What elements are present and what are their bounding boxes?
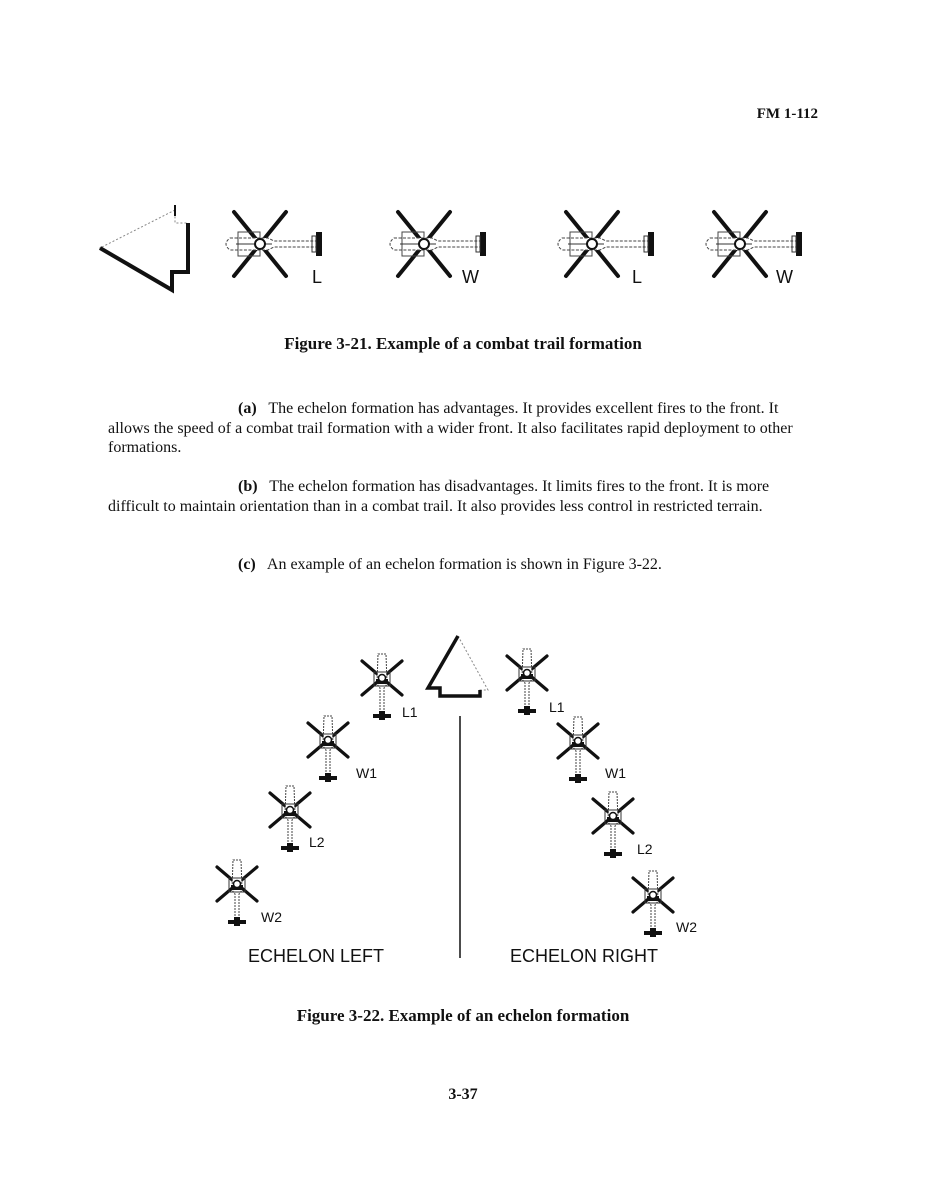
helicopter-icon: [308, 716, 348, 782]
paragraph-c-lead: (c): [238, 556, 256, 573]
page-number: 3-37: [448, 1086, 478, 1103]
paragraph-b-text: The echelon formation has disadvantages. It limits fires to the front. It is more difficult to maintain orientation than in a combat trail. It also provides less control in restricted terrain.: [108, 478, 770, 515]
figure-3-22-caption: Figure 3-22. Example of an echelon formation: [296, 1006, 630, 1025]
trail-label-1: L: [312, 267, 323, 287]
echelon-right-label-w2: W2: [676, 919, 697, 935]
echelon-right-label-l2: L2: [637, 841, 653, 857]
helicopter-icon: [558, 717, 598, 783]
formation-arrow-trail: [100, 205, 188, 290]
formation-arrow-echelon: [428, 636, 488, 696]
trail-label-2: W: [462, 267, 479, 287]
document-id: FM 1-112: [756, 106, 818, 122]
helicopter-icon: [226, 212, 322, 276]
paragraph-b-lead: (b): [238, 478, 258, 495]
paragraph-a-lead: (a): [238, 400, 257, 417]
echelon-left-title: ECHELON LEFT: [248, 946, 385, 966]
helicopter-icon: [217, 860, 257, 926]
helicopter-icon: [593, 792, 633, 858]
paragraph-c: [108, 555, 820, 575]
paragraph-b: [108, 477, 820, 516]
helicopter-icon: [633, 871, 673, 937]
echelon-left-label-l2: L2: [309, 834, 325, 850]
helicopter-icon: [362, 654, 402, 720]
echelon-right-title: ECHELON RIGHT: [510, 946, 659, 966]
echelon-left-label-w2: W2: [261, 909, 282, 925]
paragraph-a-text: The echelon formation has advantages. It provides excellent fires to the front. It allows the speed of a combat trail formation with a wider front. It also facilitates rapid deployment to other formations.: [108, 400, 793, 456]
echelon-right-label-w1: W1: [605, 765, 626, 781]
trail-label-4: W: [776, 267, 793, 287]
figure-3-21-caption: Figure 3-21. Example of a combat trail formation: [284, 334, 642, 353]
paragraph-a: [108, 399, 820, 458]
echelon-left-label-l1: L1: [402, 704, 418, 720]
echelon-left-label-w1: W1: [356, 765, 377, 781]
echelon-right-label-l1: L1: [549, 699, 565, 715]
trail-label-3: L: [632, 267, 643, 287]
paragraph-c-text: An example of an echelon formation is shown in Figure 3-22.: [266, 556, 662, 573]
helicopter-icon: [270, 786, 310, 852]
helicopter-icon: [507, 649, 547, 715]
